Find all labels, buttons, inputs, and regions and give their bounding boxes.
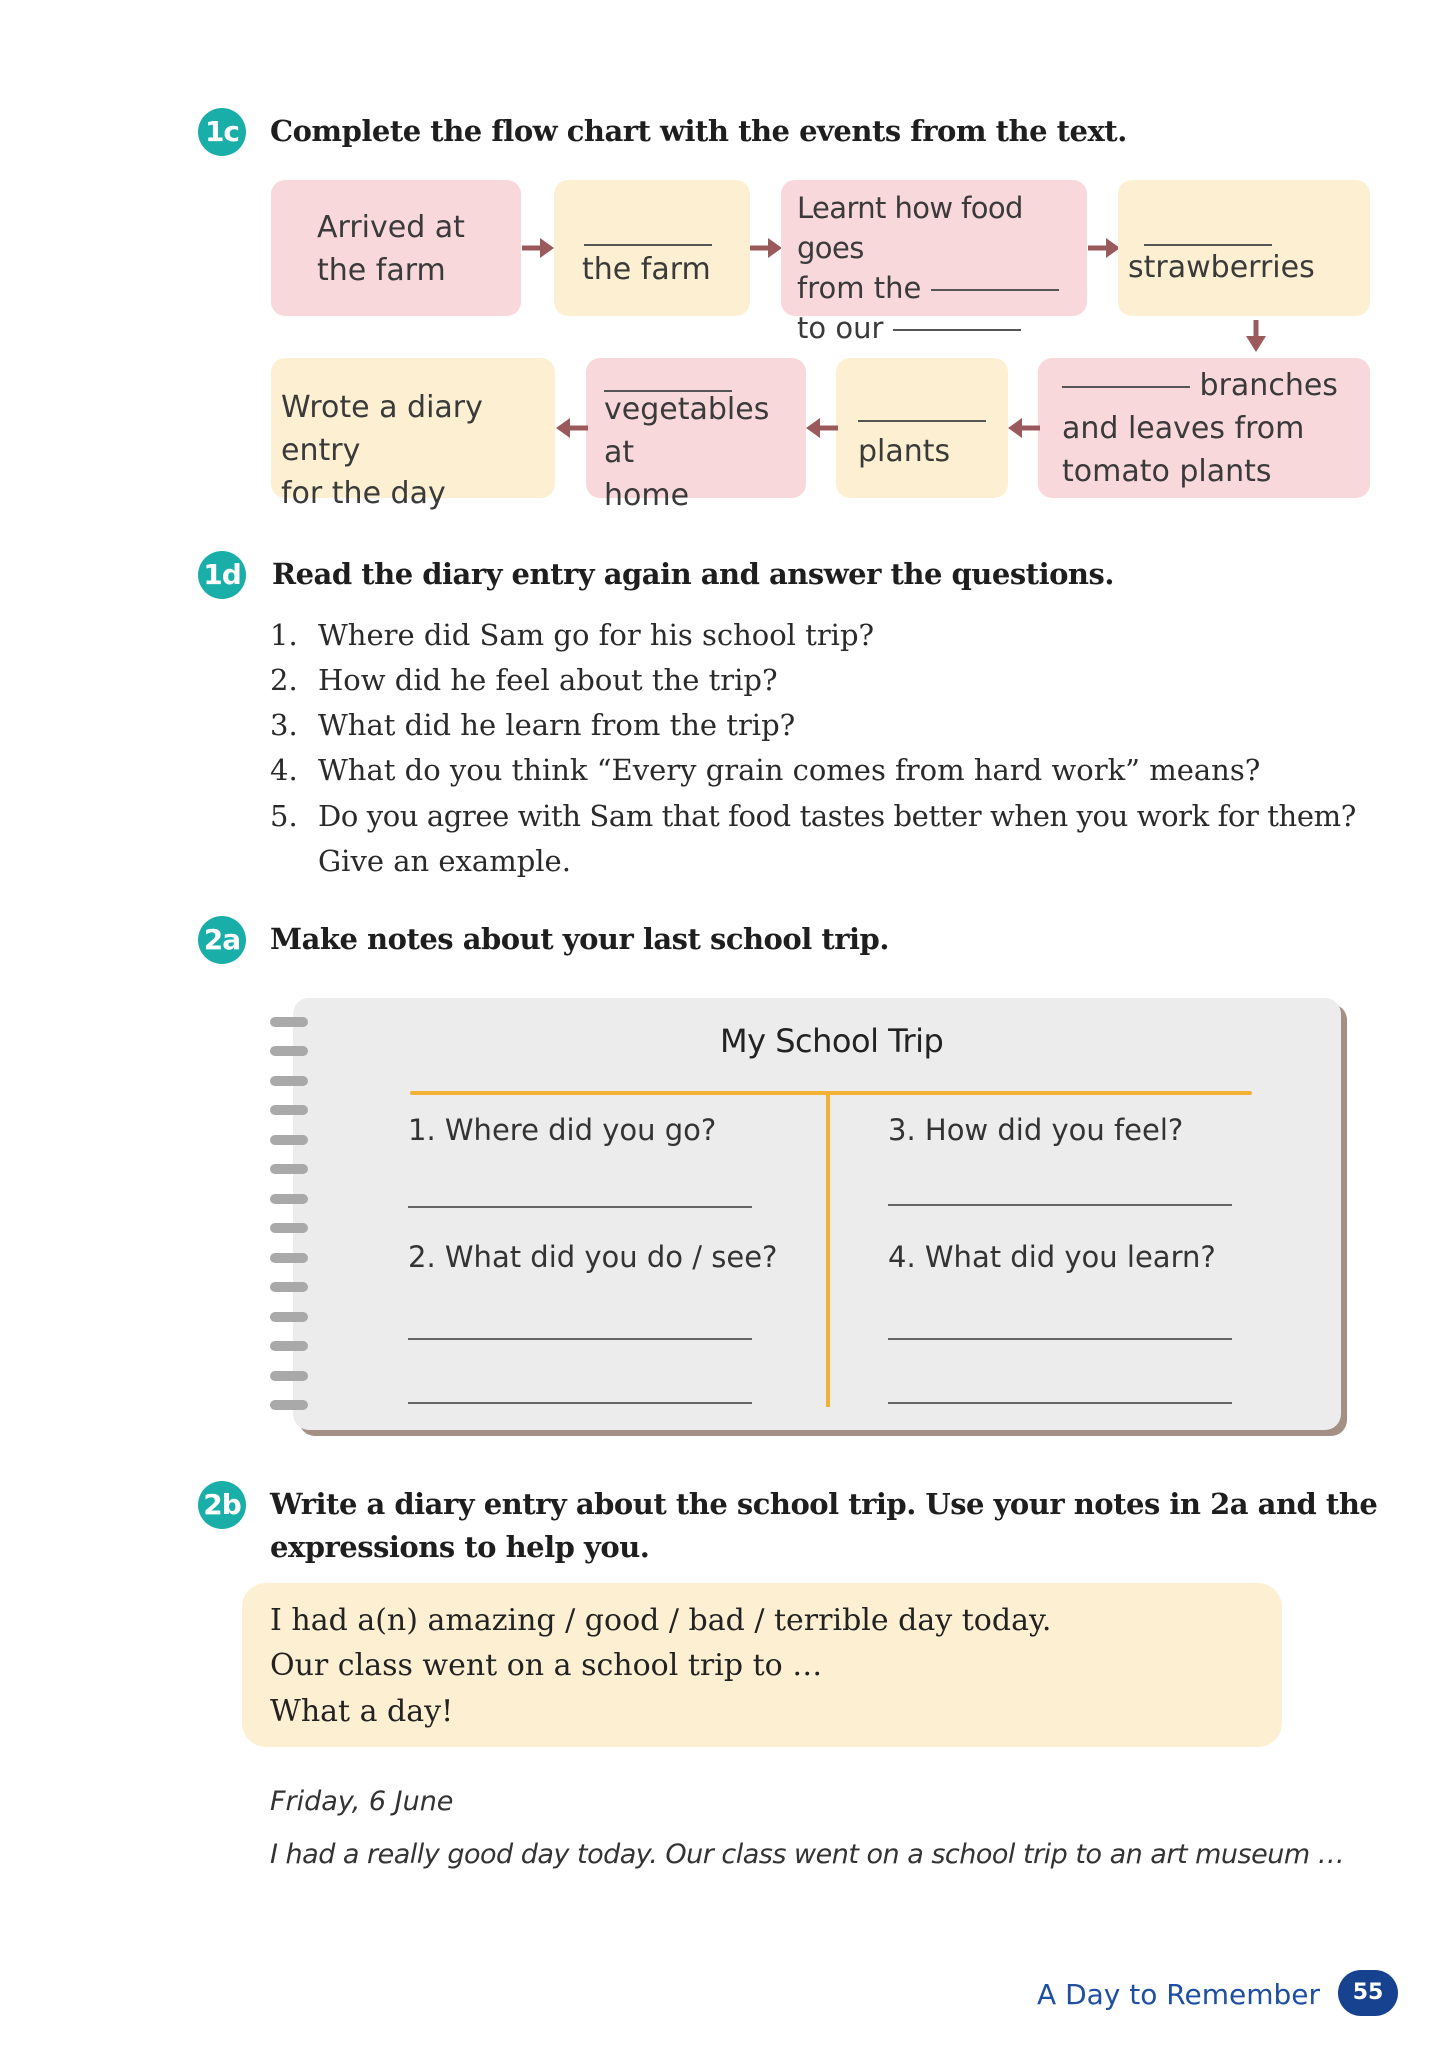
answer-blank[interactable] xyxy=(893,329,1021,331)
flow-box-vegetables: vegetables at home xyxy=(586,358,806,498)
expression-1: I had a(n) amazing / good / bad / terrible day today. xyxy=(270,1603,1052,1638)
section-heading-2b-line1: Write a diary entry about the school trip. Use your notes in 2a and the xyxy=(270,1487,1378,1521)
question-5: 5. Do you agree with Sam that food tastes better when you work for them? Give an example. xyxy=(270,799,1356,878)
footer-unit-title: A Day to Remember xyxy=(1037,1978,1320,2011)
section-heading-2a: Make notes about your last school trip. xyxy=(270,922,889,956)
notebook-rule-horizontal xyxy=(410,1091,1252,1095)
expression-3: What a day! xyxy=(270,1694,454,1729)
flow-arrow-left xyxy=(1006,416,1040,440)
notebook-question-1: 1. Where did you go? xyxy=(408,1113,717,1147)
expression-2: Our class went on a school trip to … xyxy=(270,1648,823,1683)
answer-blank[interactable] xyxy=(1144,244,1272,246)
flow-box-diary: Wrote a diary entry for the day xyxy=(271,358,555,498)
notebook-question-4: 4. What did you learn? xyxy=(888,1240,1216,1274)
flow-box-strawberries: strawberries xyxy=(1118,180,1370,316)
question-3: 3. What did he learn from the trip? xyxy=(270,708,796,742)
flow-arrow xyxy=(522,236,556,260)
notebook-card xyxy=(293,998,1341,1430)
notebook-answer-line[interactable] xyxy=(408,1206,752,1208)
answer-blank[interactable] xyxy=(1062,386,1190,388)
section-heading-1d: Read the diary entry again and answer the questions. xyxy=(272,557,1114,591)
flow-arrow-left xyxy=(804,416,838,440)
section-badge-1d: 1d xyxy=(198,551,246,599)
flow-arrow xyxy=(750,236,784,260)
question-1: 1. Where did Sam go for his school trip? xyxy=(270,618,875,652)
notebook-answer-line[interactable] xyxy=(408,1338,752,1340)
flow-box-branches: branches and leaves from tomato plants xyxy=(1038,358,1370,498)
notebook-rule-vertical xyxy=(826,1093,830,1407)
notebook-answer-line[interactable] xyxy=(888,1204,1232,1206)
section-badge-2a: 2a xyxy=(198,916,246,964)
question-2: 2. How did he feel about the trip? xyxy=(270,663,778,697)
example-text: I had a really good day today. Our class went on a school trip to an art museum … xyxy=(270,1839,1345,1870)
flow-arrow xyxy=(1088,236,1122,260)
flow-box-blank-farm: the farm xyxy=(554,180,750,316)
section-badge-2b: 2b xyxy=(198,1481,246,1529)
notebook-answer-line[interactable] xyxy=(888,1402,1232,1404)
notebook-title: My School Trip xyxy=(720,1022,944,1060)
answer-blank[interactable] xyxy=(858,420,986,422)
flow-arrow-left xyxy=(554,416,588,440)
section-badge-1c: 1c xyxy=(198,108,246,156)
flow-arrow-down xyxy=(1243,320,1269,354)
flow-box-plants: plants xyxy=(836,358,1008,498)
notebook-answer-line[interactable] xyxy=(408,1402,752,1404)
flow-box-learnt: Learnt how food goes from the to our xyxy=(781,180,1087,316)
answer-blank[interactable] xyxy=(931,289,1059,291)
flow-box-arrived: Arrived at the farm xyxy=(271,180,521,316)
notebook-question-3: 3. How did you feel? xyxy=(888,1113,1184,1147)
section-heading-2b-line2: expressions to help you. xyxy=(270,1530,650,1564)
example-date: Friday, 6 June xyxy=(270,1786,454,1817)
question-4: 4. What do you think “Every grain comes from hard work” means? xyxy=(270,753,1261,787)
answer-blank[interactable] xyxy=(584,244,712,246)
answer-blank[interactable] xyxy=(604,390,732,392)
page-number-badge: 55 xyxy=(1338,1970,1398,2016)
notebook-answer-line[interactable] xyxy=(888,1338,1232,1340)
notebook-question-2: 2. What did you do / see? xyxy=(408,1240,778,1274)
section-heading-1c: Complete the flow chart with the events from the text. xyxy=(270,114,1127,148)
